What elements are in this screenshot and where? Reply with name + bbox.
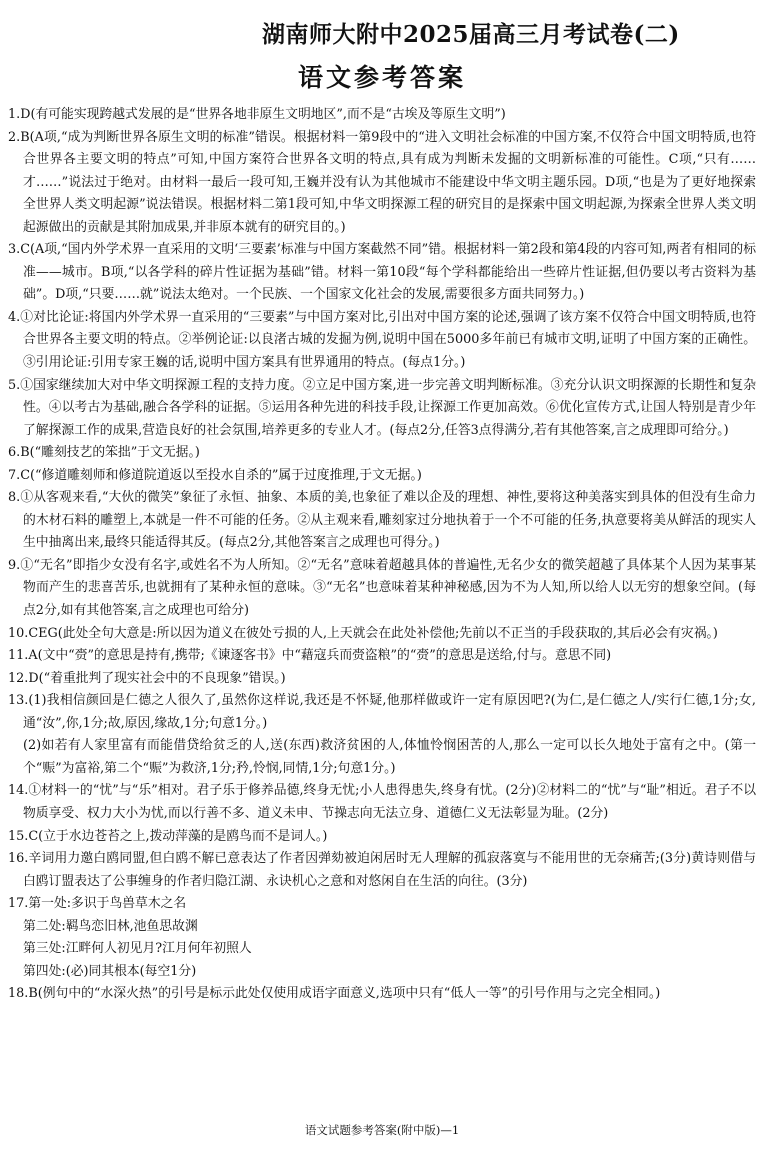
answer-9: 9.①“无名”即指少女没有名字,或姓名不为人所知。②“无名”意味着超越具体的普遍性,无名少女的微笑超越了具体某个人因为某事某物而产生的悲喜苦乐,也就拥有了某种永恒的意味。③“无名”也意味着某种神秘感,因为不为人知,所以给人以无穷的想象空间。(每点2分,如有其他答案,言之成理也可给分) — [8, 557, 756, 619]
school-exam-title: 湖南师大附中2025届高三月考试卷(二) — [262, 21, 680, 48]
answer-17-line-4: 第四处:(必)同其根本(每空1分) — [23, 963, 197, 979]
answer-3: 3.C(A项,“国内外学术界一直采用的文明‘三要素’标准与中国方案截然不同”错。根据材料一第2段和第4段的内容可知,两者有相同的标准——城市。B项,“以各学科的碎片性证据为基础”错。材料一第10段“每个学科都能给出一些碎片性证据,但仍要以考古资料为基础”。D项,“只要……就”说法太绝对。一个民族、一个国家文化社会的发展,需要很多方面共同努力。) — [8, 242, 756, 303]
answer-13: 13.(1)我相信颜回是仁德之人很久了,虽然你这样说,我还是不怀疑,他那样做或许一定有原因吧?(为仁,是仁德之人/实行仁德,1分;女,通“汝”,你,1分;故,原因,缘故,1分;句意1分。) — [8, 693, 756, 731]
answer-17: 17.第一处:多识于鸟兽草木之名 — [8, 896, 187, 912]
answer-17-line-3: 第三处:江畔何人初见月?江月何年初照人 — [23, 941, 252, 957]
answer-2: 2.B(A项,“成为判断世界各原生文明的标准”错误。根据材料一第9段中的“进入文明社会标准的中国方案,不仅符合中国文明特质,也符合世界各主要文明的特点”可知,中国方案符合世界各文明的特点,具有成为判断未发掘的文明新标准的可能性。C项,“只有……才……”说法过于绝对。由材料一最后一段可知,王巍并没有认为其他城市不能建设中华文明主题乐园。D项,“也是为了更好地探索全世界人类文明起源”说法错误。根据材料二第1段可知,中华文明探源工程的研究目的是探索中国文明起源,为探索全世界人类文明起源做出的贡献是其附加成果,并非原本就有的研究目的。) — [8, 129, 756, 235]
answer-15: 15.C(立于水边苍苔之上,拨动萍藻的是鸥鸟而不是词人。) — [8, 828, 328, 844]
answer-7: 7.C(“修道雕刻师和修道院道返以至投水自杀的”属于过度推理,于文无据。) — [8, 467, 422, 483]
answer-8: 8.①从客观来看,“大伙的微笑”象征了永恒、抽象、本质的美,也象征了难以企及的理想、神性,要将这种美落实到具体的但没有生命力的木材石料的雕塑上,本就是一件不可能的任务。②从主观来看,雕刻家过分地执着于一个不可能的任务,执意要将美从鲜活的现实人生中抽离出来,最终只能适得其反。(每点2分,其他答案言之成理也可得分。) — [8, 490, 756, 551]
answer-17-line-2: 第二处:羁鸟恋旧林,池鱼思故渊 — [23, 918, 198, 934]
answer-5: 5.①国家继续加大对中华文明探源工程的支持力度。②立足中国方案,进一步完善文明判断标准。③充分认识文明探源的长期性和复杂性。④以考古为基础,融合各学科的证据。⑤运用各种先进的科技手段,让探源工作更加高效。⑥优化宣传方式,让国人特别是青少年了解探源工作的成果,营造良好的社会氛围,培养更多的专业人才。(每点2分,任答3点得满分,若有其他答案,言之成理即可给分。) — [8, 377, 756, 438]
answer-13-part-2: (2)如若有人家里富有而能借贷给贫乏的人,送(东西)救济贫困的人,体恤怜悯困苦的人,那么一定可以长久地处于富有之中。(第一个“赈”为富裕,第二个“赈”为救济,1分;矜,怜悯,同情,1分;句意1分。) — [23, 738, 756, 776]
answer-6: 6.B(“雕刻技艺的笨拙”于文无据。) — [8, 445, 200, 461]
answer-1: 1.D(有可能实现跨越式发展的是“世界各地非原生文明地区”,而不是“古埃及等原生文明”) — [8, 107, 506, 122]
answer-16: 16.辛词用力邀白鸥同盟,但白鸥不解已意表达了作者因弹劾被迫闲居时无人理解的孤寂落寞与不能用世的无奈痛苦;(3分)黄诗则借与白鸥订盟表达了公事缠身的作者归隐江湖、永诀机心之意和对悠闲自在生活的向往。(3分) — [8, 851, 756, 889]
answer-14: 14.①材料一的“忧”与“乐”相对。君子乐于修养品德,终身无忧;小人患得患失,终身有忧。(2分)②材料二的“忧”与“耻”相近。君子不以物质享受、权力大小为忧,而以行善不多、道义未申、节操志向无法立身、道德仁义无法彰显为耻。(2分) — [8, 783, 756, 821]
answer-18: 18.B(例句中的“水深火热”的引号是标示此处仅使用成语字面意义,选项中只有“低人一等”的引号作用与之完全相同。) — [8, 986, 661, 1002]
answer-12: 12.D(“着重批判了现实社会中的不良现象”错误。) — [8, 670, 286, 686]
answer-4: 4.①对比论证:将国内外学术界一直采用的“三要素”与中国方案对比,引出对中国方案的论述,强调了该方案不仅符合中国文明特质,也符合世界各主要文明的特点。②举例论证:以良渚古城的发掘为例,说明中国在5000多年前已有城市文明,证明了中国方案的正确性。③引用论证:引用专家王巍的话,说明中国方案具有世界通用的特点。(每点1分。) — [8, 309, 756, 371]
page-title: 语文参考答案 — [297, 63, 466, 92]
answer-11: 11.A(文中“赍”的意思是持有,携带;《谏逐客书》中“藉寇兵而赍盗粮”的“赍”的意思是送给,付与。意思不同) — [8, 648, 612, 664]
answer-10: 10.CEG(此处全句大意是:所以因为道义在彼处亏损的人,上天就会在此处补偿他;先前以不正当的手段获取的,其后必会有灾祸。) — [8, 625, 718, 641]
answer-list — [8, 104, 756, 1006]
page-footer: 语文试题参考答案(附中版)—1 — [304, 1123, 460, 1137]
